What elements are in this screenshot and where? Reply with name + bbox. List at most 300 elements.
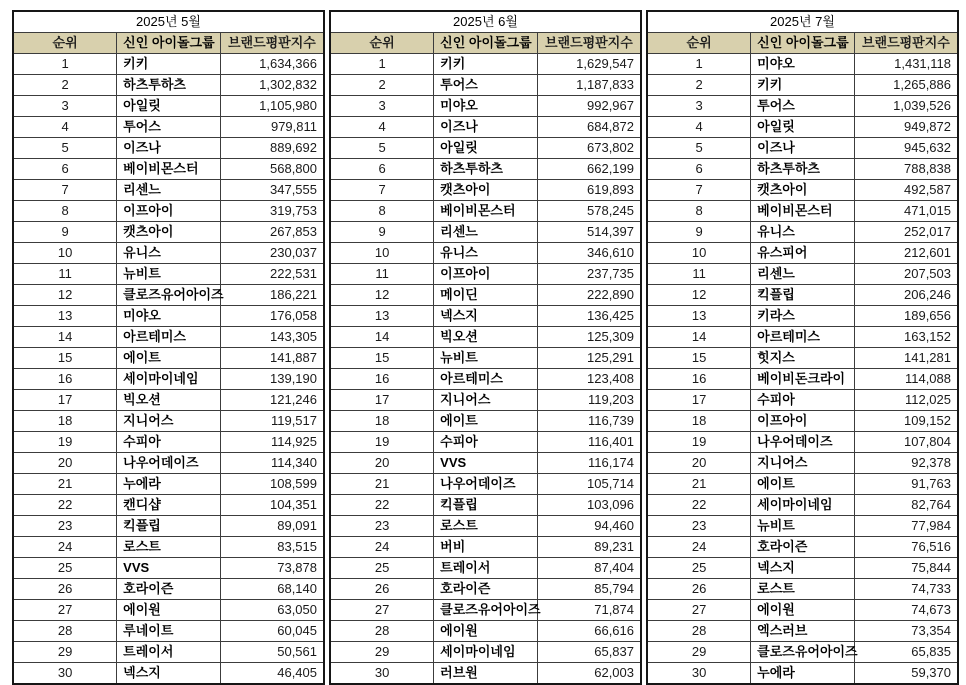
table-row (330, 579, 641, 600)
group-cell: 아일릿 (751, 117, 855, 138)
index-cell: 136,425 (537, 306, 641, 327)
table-row (330, 222, 641, 243)
group-cell: 리센느 (117, 180, 221, 201)
index-cell: 114,340 (220, 453, 324, 474)
table-row (13, 180, 324, 201)
index-cell: 1,039,526 (854, 96, 958, 117)
index-cell: 65,837 (537, 642, 641, 663)
group-cell: 에이트 (117, 348, 221, 369)
rank-cell: 26 (330, 579, 434, 600)
rank-cell: 23 (330, 516, 434, 537)
group-cell: 아일릿 (117, 96, 221, 117)
index-cell: 222,531 (220, 264, 324, 285)
group-cell: VVS (434, 453, 538, 474)
group-cell: 수피아 (117, 432, 221, 453)
rank-cell: 13 (647, 306, 751, 327)
index-cell: 74,673 (854, 600, 958, 621)
index-cell: 252,017 (854, 222, 958, 243)
index-cell: 112,025 (854, 390, 958, 411)
rank-cell: 30 (647, 663, 751, 685)
rank-cell: 10 (330, 243, 434, 264)
group-cell: 뉴비트 (751, 516, 855, 537)
index-cell: 578,245 (537, 201, 641, 222)
rank-cell: 28 (647, 621, 751, 642)
index-cell: 141,281 (854, 348, 958, 369)
table-row (647, 369, 958, 390)
rank-cell: 18 (13, 411, 117, 432)
rank-cell: 30 (13, 663, 117, 685)
table-row (330, 432, 641, 453)
table-row (330, 411, 641, 432)
col-header-index: 브랜드평판지수 (854, 33, 958, 54)
group-cell: 트레이서 (117, 642, 221, 663)
index-cell: 66,616 (537, 621, 641, 642)
rank-cell: 12 (13, 285, 117, 306)
group-cell: 트레이서 (434, 558, 538, 579)
group-cell: 킥플립 (751, 285, 855, 306)
rank-cell: 2 (330, 75, 434, 96)
rank-cell: 4 (647, 117, 751, 138)
index-cell: 1,187,833 (537, 75, 641, 96)
rank-cell: 8 (330, 201, 434, 222)
rank-cell: 5 (13, 138, 117, 159)
table-row (330, 264, 641, 285)
table-row (330, 117, 641, 138)
col-header-group: 신인 아이돌그룹 (751, 33, 855, 54)
rank-cell: 22 (647, 495, 751, 516)
index-cell: 992,967 (537, 96, 641, 117)
table-row (647, 138, 958, 159)
rank-cell: 26 (647, 579, 751, 600)
rank-cell: 13 (13, 306, 117, 327)
rank-cell: 16 (13, 369, 117, 390)
rank-cell: 9 (647, 222, 751, 243)
index-cell: 1,431,118 (854, 54, 958, 75)
index-cell: 514,397 (537, 222, 641, 243)
table-row (647, 306, 958, 327)
index-cell: 979,811 (220, 117, 324, 138)
table-row (647, 243, 958, 264)
index-cell: 108,599 (220, 474, 324, 495)
rank-cell: 5 (330, 138, 434, 159)
month-table (646, 10, 959, 685)
index-cell: 85,794 (537, 579, 641, 600)
col-header-rank: 순위 (13, 33, 117, 54)
group-cell: 아르테미스 (434, 369, 538, 390)
group-cell: 에이트 (751, 474, 855, 495)
table-row (647, 642, 958, 663)
table-row (13, 369, 324, 390)
table-row (330, 138, 641, 159)
table-row (330, 621, 641, 642)
group-cell: 이즈나 (117, 138, 221, 159)
rank-cell: 8 (647, 201, 751, 222)
index-cell: 1,629,547 (537, 54, 641, 75)
table-row (13, 579, 324, 600)
table-row (647, 411, 958, 432)
group-cell: 리센느 (751, 264, 855, 285)
index-cell: 189,656 (854, 306, 958, 327)
group-cell: 미야오 (751, 54, 855, 75)
group-cell: 지니어스 (751, 453, 855, 474)
table-row (647, 558, 958, 579)
group-cell: 키키 (117, 54, 221, 75)
table-row (330, 369, 641, 390)
rank-cell: 15 (647, 348, 751, 369)
index-cell: 139,190 (220, 369, 324, 390)
index-cell: 121,246 (220, 390, 324, 411)
table-row (647, 264, 958, 285)
group-cell: 수피아 (751, 390, 855, 411)
rank-cell: 28 (330, 621, 434, 642)
group-cell: 이프아이 (117, 201, 221, 222)
rank-cell: 27 (647, 600, 751, 621)
table-row (330, 306, 641, 327)
index-cell: 76,516 (854, 537, 958, 558)
table-row (13, 558, 324, 579)
col-header-group: 신인 아이돌그룹 (117, 33, 221, 54)
rank-cell: 25 (330, 558, 434, 579)
index-cell: 119,517 (220, 411, 324, 432)
rank-cell: 29 (330, 642, 434, 663)
table-title-month: 2025년 6월 (330, 11, 641, 33)
rank-cell: 20 (13, 453, 117, 474)
table-row (13, 495, 324, 516)
group-cell: 에이원 (434, 621, 538, 642)
rank-cell: 26 (13, 579, 117, 600)
group-cell: 로스트 (117, 537, 221, 558)
rank-cell: 22 (13, 495, 117, 516)
rank-cell: 19 (330, 432, 434, 453)
rank-cell: 21 (330, 474, 434, 495)
rank-cell: 13 (330, 306, 434, 327)
index-cell: 141,887 (220, 348, 324, 369)
rank-cell: 23 (13, 516, 117, 537)
rank-cell: 11 (13, 264, 117, 285)
index-cell: 945,632 (854, 138, 958, 159)
group-cell: 에이원 (751, 600, 855, 621)
index-cell: 104,351 (220, 495, 324, 516)
header-row (13, 33, 324, 54)
group-cell: 아일릿 (434, 138, 538, 159)
group-cell: 하츠투하츠 (751, 159, 855, 180)
table-row (330, 516, 641, 537)
col-header-rank: 순위 (330, 33, 434, 54)
rank-cell: 8 (13, 201, 117, 222)
group-cell: VVS (117, 558, 221, 579)
group-cell: 엑스러브 (751, 621, 855, 642)
rank-cell: 21 (647, 474, 751, 495)
index-cell: 87,404 (537, 558, 641, 579)
index-cell: 65,835 (854, 642, 958, 663)
table-row (647, 579, 958, 600)
rank-cell: 4 (330, 117, 434, 138)
rank-cell: 6 (330, 159, 434, 180)
index-cell: 163,152 (854, 327, 958, 348)
index-cell: 116,174 (537, 453, 641, 474)
group-cell: 세이마이네임 (751, 495, 855, 516)
index-cell: 116,739 (537, 411, 641, 432)
table-row (330, 285, 641, 306)
index-cell: 684,872 (537, 117, 641, 138)
group-cell: 키라스 (751, 306, 855, 327)
rank-cell: 18 (647, 411, 751, 432)
table-row (647, 600, 958, 621)
group-cell: 넥스지 (117, 663, 221, 685)
table-row (13, 327, 324, 348)
index-cell: 46,405 (220, 663, 324, 685)
index-cell: 103,096 (537, 495, 641, 516)
title-row (330, 11, 641, 33)
rank-cell: 25 (647, 558, 751, 579)
rank-cell: 28 (13, 621, 117, 642)
index-cell: 68,140 (220, 579, 324, 600)
table-row (13, 222, 324, 243)
rank-cell: 12 (330, 285, 434, 306)
rank-cell: 3 (13, 96, 117, 117)
rank-cell: 2 (647, 75, 751, 96)
rank-cell: 27 (13, 600, 117, 621)
group-cell: 캣츠아이 (117, 222, 221, 243)
table-row (13, 285, 324, 306)
rank-cell: 20 (330, 453, 434, 474)
col-header-group: 신인 아이돌그룹 (434, 33, 538, 54)
table-row (13, 474, 324, 495)
table-row (330, 537, 641, 558)
group-cell: 나우어데이즈 (434, 474, 538, 495)
rank-cell: 16 (330, 369, 434, 390)
group-cell: 킥플립 (434, 495, 538, 516)
table-row (647, 390, 958, 411)
table-row (330, 390, 641, 411)
rank-cell: 3 (330, 96, 434, 117)
group-cell: 나우어데이즈 (117, 453, 221, 474)
index-cell: 119,203 (537, 390, 641, 411)
rank-cell: 16 (647, 369, 751, 390)
table-row (13, 348, 324, 369)
rank-cell: 10 (647, 243, 751, 264)
index-cell: 116,401 (537, 432, 641, 453)
month-table (12, 10, 325, 685)
group-cell: 에이원 (117, 600, 221, 621)
group-cell: 투어스 (751, 96, 855, 117)
table-row (330, 159, 641, 180)
index-cell: 77,984 (854, 516, 958, 537)
rank-cell: 14 (647, 327, 751, 348)
index-cell: 59,370 (854, 663, 958, 685)
table-row (13, 54, 324, 75)
col-header-index: 브랜드평판지수 (537, 33, 641, 54)
group-cell: 리센느 (434, 222, 538, 243)
rank-cell: 24 (13, 537, 117, 558)
index-cell: 143,305 (220, 327, 324, 348)
index-cell: 125,309 (537, 327, 641, 348)
group-cell: 키키 (751, 75, 855, 96)
group-cell: 빅오션 (434, 327, 538, 348)
index-cell: 492,587 (854, 180, 958, 201)
index-cell: 619,893 (537, 180, 641, 201)
group-cell: 호라이즌 (117, 579, 221, 600)
index-cell: 50,561 (220, 642, 324, 663)
table-row (330, 327, 641, 348)
table-row (13, 600, 324, 621)
rank-cell: 1 (13, 54, 117, 75)
index-cell: 60,045 (220, 621, 324, 642)
table-row (330, 642, 641, 663)
index-cell: 62,003 (537, 663, 641, 685)
group-cell: 키키 (434, 54, 538, 75)
index-cell: 74,733 (854, 579, 958, 600)
group-cell: 유니스 (434, 243, 538, 264)
index-cell: 568,800 (220, 159, 324, 180)
rank-cell: 12 (647, 285, 751, 306)
group-cell: 이즈나 (434, 117, 538, 138)
table-row (330, 474, 641, 495)
index-cell: 186,221 (220, 285, 324, 306)
table-row (647, 495, 958, 516)
group-cell: 누에라 (751, 663, 855, 685)
table-row (13, 390, 324, 411)
group-cell: 아르테미스 (751, 327, 855, 348)
rank-cell: 5 (647, 138, 751, 159)
index-cell: 82,764 (854, 495, 958, 516)
index-cell: 91,763 (854, 474, 958, 495)
rank-cell: 15 (13, 348, 117, 369)
rank-cell: 3 (647, 96, 751, 117)
index-cell: 123,408 (537, 369, 641, 390)
index-cell: 1,634,366 (220, 54, 324, 75)
header-row (330, 33, 641, 54)
table-row (647, 75, 958, 96)
index-cell: 222,890 (537, 285, 641, 306)
table-row (647, 432, 958, 453)
group-cell: 투어스 (434, 75, 538, 96)
table-row (330, 54, 641, 75)
group-cell: 이프아이 (751, 411, 855, 432)
table-row (330, 495, 641, 516)
table-row (647, 327, 958, 348)
group-cell: 유니스 (751, 222, 855, 243)
table-row (647, 117, 958, 138)
rank-cell: 7 (647, 180, 751, 201)
table-row (13, 516, 324, 537)
group-cell: 러브원 (434, 663, 538, 685)
rank-cell: 27 (330, 600, 434, 621)
group-cell: 베이비몬스터 (434, 201, 538, 222)
group-cell: 넥스지 (751, 558, 855, 579)
rank-cell: 4 (13, 117, 117, 138)
table-row (330, 663, 641, 685)
table-row (330, 600, 641, 621)
table-title-month: 2025년 5월 (13, 11, 324, 33)
index-cell: 114,925 (220, 432, 324, 453)
group-cell: 클로즈유어아이즈 (751, 642, 855, 663)
group-cell: 아르테미스 (117, 327, 221, 348)
table-row (330, 75, 641, 96)
month-table (329, 10, 642, 685)
table-row (330, 558, 641, 579)
table-row (13, 621, 324, 642)
col-header-rank: 순위 (647, 33, 751, 54)
header-row (647, 33, 958, 54)
table-row (13, 264, 324, 285)
rank-cell: 24 (647, 537, 751, 558)
rank-cell: 17 (330, 390, 434, 411)
index-cell: 109,152 (854, 411, 958, 432)
group-cell: 뉴비트 (117, 264, 221, 285)
index-cell: 89,231 (537, 537, 641, 558)
table-row (647, 201, 958, 222)
col-header-index: 브랜드평판지수 (220, 33, 324, 54)
group-cell: 미야오 (117, 306, 221, 327)
index-cell: 92,378 (854, 453, 958, 474)
index-cell: 230,037 (220, 243, 324, 264)
rank-cell: 30 (330, 663, 434, 685)
table-row (647, 180, 958, 201)
group-cell: 세이마이네임 (117, 369, 221, 390)
index-cell: 71,874 (537, 600, 641, 621)
group-cell: 투어스 (117, 117, 221, 138)
table-row (13, 642, 324, 663)
group-cell: 호라이즌 (751, 537, 855, 558)
group-cell: 이즈나 (751, 138, 855, 159)
index-cell: 73,354 (854, 621, 958, 642)
group-cell: 하츠투하츠 (434, 159, 538, 180)
group-cell: 세이마이네임 (434, 642, 538, 663)
rank-cell: 14 (13, 327, 117, 348)
index-cell: 1,302,832 (220, 75, 324, 96)
index-cell: 1,265,886 (854, 75, 958, 96)
group-cell: 베이비몬스터 (751, 201, 855, 222)
group-cell: 나우어데이즈 (751, 432, 855, 453)
table-row (647, 621, 958, 642)
rank-cell: 6 (13, 159, 117, 180)
rank-cell: 11 (330, 264, 434, 285)
index-cell: 949,872 (854, 117, 958, 138)
table-row (13, 201, 324, 222)
table-row (330, 243, 641, 264)
rank-cell: 10 (13, 243, 117, 264)
index-cell: 889,692 (220, 138, 324, 159)
index-cell: 105,714 (537, 474, 641, 495)
index-cell: 319,753 (220, 201, 324, 222)
table-row (647, 348, 958, 369)
index-cell: 94,460 (537, 516, 641, 537)
table-row (330, 453, 641, 474)
rank-cell: 23 (647, 516, 751, 537)
rank-cell: 29 (13, 642, 117, 663)
table-row (647, 96, 958, 117)
group-cell: 메이딘 (434, 285, 538, 306)
group-cell: 루네이트 (117, 621, 221, 642)
title-row (13, 11, 324, 33)
table-row (13, 75, 324, 96)
index-cell: 176,058 (220, 306, 324, 327)
rank-cell: 7 (330, 180, 434, 201)
index-cell: 346,610 (537, 243, 641, 264)
group-cell: 캔디샵 (117, 495, 221, 516)
index-cell: 125,291 (537, 348, 641, 369)
group-cell: 클로즈유어아이즈 (117, 285, 221, 306)
index-cell: 83,515 (220, 537, 324, 558)
table-row (647, 474, 958, 495)
group-cell: 캣츠아이 (751, 180, 855, 201)
index-cell: 471,015 (854, 201, 958, 222)
group-cell: 수피아 (434, 432, 538, 453)
table-row (647, 453, 958, 474)
index-cell: 63,050 (220, 600, 324, 621)
title-row (647, 11, 958, 33)
